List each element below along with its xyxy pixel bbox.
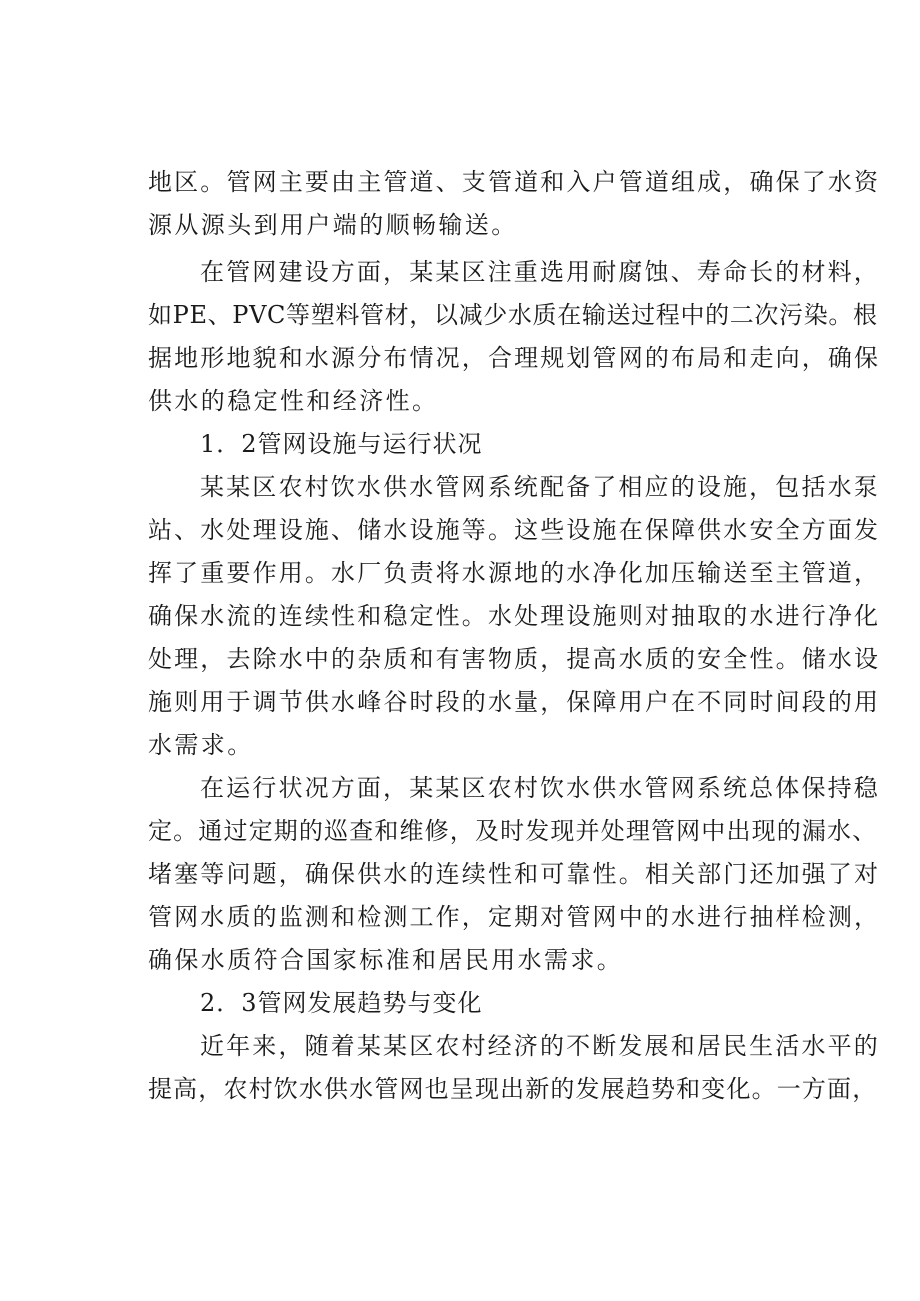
paragraph-line: 确保水质符合国家标准和居民用水需求。 <box>148 946 624 974</box>
paragraph-line: 确保水流的连续性和稳定性。水处理设施则对抽取的水进行净化 <box>148 602 881 630</box>
paragraph-line: 供水的稳定性和经济性。 <box>148 387 439 415</box>
paragraph-line: 据地形地貌和水源分布情况，合理规划管网的布局和走向，确保 <box>148 344 881 372</box>
paragraph-line: 处理，去除水中的杂质和有害物质，提高水质的安全性。储水设 <box>148 645 881 673</box>
paragraph-line: 管网水质的监测和检测工作，定期对管网中的水进行抽样检测， <box>148 903 881 931</box>
paragraph-line: 站、水处理设施、储水设施等。这些设施在保障供水安全方面发 <box>148 516 881 544</box>
paragraph-line: 在运行状况方面，某某区农村饮水供水管网系统总体保持稳 <box>200 774 880 802</box>
paragraph-line: 提高，农村饮水供水管网也呈现出新的发展趋势和变化。一方面， <box>148 1075 878 1103</box>
paragraph-line: 在管网建设方面，某某区注重选用耐腐蚀、寿命长的材料， <box>200 258 880 286</box>
paragraph-line: 挥了重要作用。水厂负责将水源地的水净化加压输送至主管道， <box>148 559 881 587</box>
paragraph-line: 水需求。 <box>148 731 254 759</box>
paragraph-line: 源从源头到用户端的顺畅输送。 <box>148 211 518 239</box>
section-heading: 1．2管网设施与运行状况 <box>200 430 483 458</box>
paragraph-line: 施则用于调节供水峰谷时段的水量，保障用户在不同时间段的用 <box>148 688 881 716</box>
paragraph-line: 定。通过定期的巡查和维修，及时发现并处理管网中出现的漏水、 <box>148 817 878 845</box>
paragraph-line: 某某区农村饮水供水管网系统配备了相应的设施，包括水泵 <box>200 473 880 501</box>
paragraph-line: 近年来，随着某某区农村经济的不断发展和居民生活水平的 <box>200 1032 880 1060</box>
paragraph-line: 地区。管网主要由主管道、支管道和入户管道组成，确保了水资 <box>148 168 881 196</box>
section-heading: 2．3管网发展趋势与变化 <box>200 989 483 1017</box>
paragraph-line: 如PE、PVC等塑料管材，以减少水质在输送过程中的二次污染。根 <box>148 301 878 329</box>
paragraph-line: 堵塞等问题，确保供水的连续性和可靠性。相关部门还加强了对 <box>148 860 881 888</box>
